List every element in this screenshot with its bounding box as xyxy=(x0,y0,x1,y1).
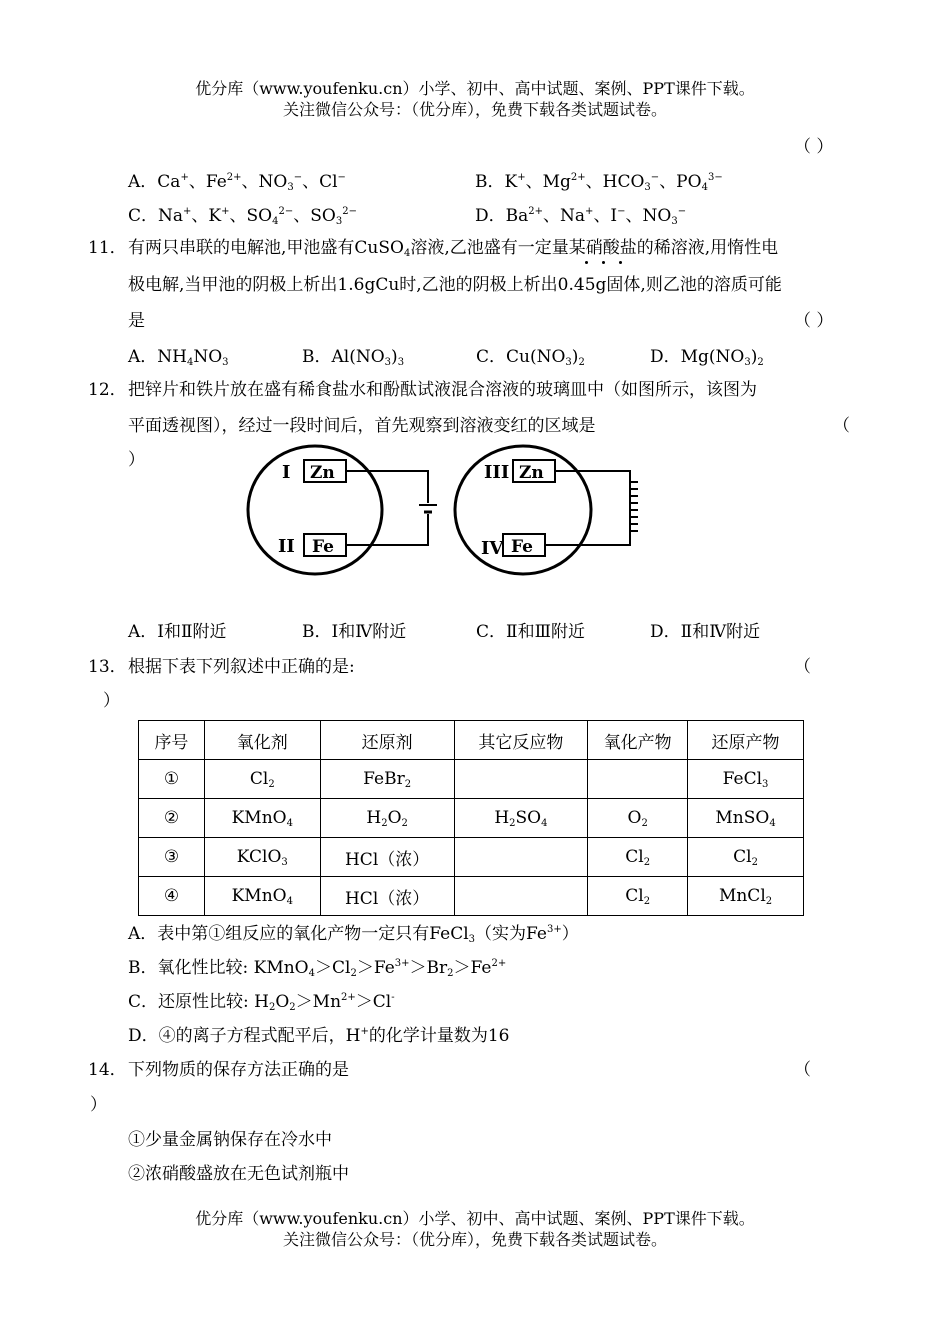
q11-option-d: D．$Mg(NO_3)_2$ xyxy=(650,347,764,368)
q11-line-2: 极电解,当甲池的阴极上析出1.6gCu时,乙池的阴极上析出0.45g固体,则乙池的溶质可能 xyxy=(128,275,782,295)
q14-item-2: ②浓硝酸盛放在无色试剂瓶中 xyxy=(128,1164,349,1184)
table-cell xyxy=(588,760,688,799)
q13-option-c: C．还原性比较: $H_2O_2>Mn^{2+}>Cl^-$ xyxy=(128,992,395,1013)
table-cell: MnSO$_4$ xyxy=(688,799,804,838)
q11-option-c: C．$Cu(NO_3)_2$ xyxy=(476,347,585,368)
fe-label-left: Fe xyxy=(312,537,334,557)
q12-bracket-open: （ xyxy=(833,416,850,436)
header-line-1: 优分库（www.youfenku.cn）小学、初中、高中试题、案例、PPT课件下载。 xyxy=(195,79,755,98)
wire-right-top xyxy=(555,471,630,480)
label-II: II xyxy=(278,536,295,557)
emphasis-dot xyxy=(585,261,588,264)
table-header: 其它反应物 xyxy=(454,721,588,760)
wire-left-top xyxy=(346,471,428,503)
table-row xyxy=(139,760,804,799)
table-cell xyxy=(454,877,588,916)
q11-line-3: 是 xyxy=(128,311,145,331)
table-header: 序号 xyxy=(139,721,205,760)
wire-left-bottom xyxy=(346,514,428,545)
table-header: 还原产物 xyxy=(688,721,804,760)
table-cell: ① xyxy=(139,760,205,799)
table-cell: ② xyxy=(139,799,205,838)
q11-line-1: 有两只串联的电解池,甲池盛有CuSO$_4$溶液,乙池盛有一定量某硝酸盐的稀溶液,用惰性电 xyxy=(128,238,779,259)
table-header: 还原剂 xyxy=(320,721,454,760)
table-header-row xyxy=(139,721,804,760)
table-row xyxy=(139,838,804,877)
reaction-table xyxy=(138,720,804,916)
q10-option-c: C．Na+、K+、$SO_4^{2-}$、$SO_3^{2-}$ xyxy=(128,206,357,227)
table-cell: $H_2O_2$ xyxy=(320,799,454,838)
q13-option-a: A．表中第①组反应的氧化产物一定只有FeCl$_3$（实为$Fe^{3+}$） xyxy=(128,924,579,945)
q12-line-2: 平面透视图），经过一段时间后，首先观察到溶液变红的区域是 xyxy=(128,416,596,436)
table-row xyxy=(139,877,804,916)
q12-bracket-close: ） xyxy=(128,450,145,470)
table-cell xyxy=(454,760,588,799)
table-cell: KClO$_3$ xyxy=(204,838,320,877)
q11-option-b: B．$Al(NO_3)_3$ xyxy=(302,347,405,368)
header-line-2: 关注微信公众号：（优分库），免费下载各类试题试卷。 xyxy=(282,100,667,119)
table-cell: $Cl_2$ xyxy=(588,877,688,916)
table-cell xyxy=(454,838,588,877)
q12-number: 12． xyxy=(88,380,127,400)
label-III: III xyxy=(484,462,510,483)
q14-number: 14． xyxy=(88,1060,127,1080)
q13-option-d: D．④的离子方程式配平后，H+的化学计量数为16 xyxy=(128,1026,510,1046)
q14-item-1: ①少量金属钠保存在冷水中 xyxy=(128,1130,332,1150)
table-cell: KMnO$_4$ xyxy=(204,877,320,916)
q13-bracket-close: ） xyxy=(103,691,120,711)
q13-line-1: 根据下表下列叙述中正确的是: xyxy=(128,657,355,677)
q14-line-1: 下列物质的保存方法正确的是 xyxy=(128,1060,349,1080)
table-cell: $Cl_2$ xyxy=(588,838,688,877)
table-cell: $H_2SO_4$ xyxy=(454,799,588,838)
q12-line-1: 把锌片和铁片放在盛有稀食盐水和酚酞试液混合溶液的玻璃皿中（如图所示，该图为 xyxy=(128,380,757,400)
zn-label-right: Zn xyxy=(519,463,544,483)
electrolysis-figure xyxy=(240,442,660,587)
wire-right-bottom xyxy=(545,536,630,545)
q13-option-b: B．氧化性比较: $KMnO_4>Cl_2>Fe^{3+}>Br_2>Fe^{2+}$ xyxy=(128,958,507,979)
emphasis-dot xyxy=(619,261,622,264)
table-cell: HCl（浓） xyxy=(320,838,454,877)
q12-option-c: C．Ⅱ和Ⅲ附近 xyxy=(476,622,585,642)
q11-bracket: （ ） xyxy=(794,311,834,331)
fe-label-right: Fe xyxy=(511,537,533,557)
q11-number: 11． xyxy=(88,238,127,258)
emphasis-dot xyxy=(602,261,605,264)
table-cell: FeBr$_2$ xyxy=(320,760,454,799)
q14-bracket-close: ） xyxy=(90,1095,107,1115)
q10-option-b: B．K+、$Mg^{2+}$、$HCO_3^-$、$PO_4^{3-}$ xyxy=(475,172,723,193)
table-cell: ④ xyxy=(139,877,205,916)
table-cell: $Cl_2$ xyxy=(688,838,804,877)
label-IV: IV xyxy=(481,538,504,559)
q10-option-d: D．$Ba^{2+}$、Na+、I−、$NO_3^-$ xyxy=(475,206,687,227)
table-header: 氧化产物 xyxy=(588,721,688,760)
table-cell: MnCl$_2$ xyxy=(688,877,804,916)
q10-option-a: A．Ca+、$Fe^{2+}$、$NO_3^-$、Cl− xyxy=(128,172,346,193)
q12-option-a: A．Ⅰ和Ⅱ附近 xyxy=(128,622,227,642)
q11-option-a: A．$NH_4NO_3$ xyxy=(128,347,229,368)
footer-line-1: 优分库（www.youfenku.cn）小学、初中、高中试题、案例、PPT课件下载。 xyxy=(195,1209,755,1228)
label-I: I xyxy=(282,462,291,483)
table-row xyxy=(139,799,804,838)
table-cell: HCl（浓） xyxy=(320,877,454,916)
q13-bracket-open: （ xyxy=(794,657,811,677)
table-cell: KMnO$_4$ xyxy=(204,799,320,838)
table-cell: $Cl_2$ xyxy=(204,760,320,799)
table-header: 氧化剂 xyxy=(204,721,320,760)
q12-option-d: D．Ⅱ和Ⅳ附近 xyxy=(650,622,761,642)
q13-number: 13． xyxy=(88,657,127,677)
table-cell: ③ xyxy=(139,838,205,877)
footer-line-2: 关注微信公众号：（优分库），免费下载各类试题试卷。 xyxy=(282,1230,667,1249)
q10-bracket: （ ） xyxy=(794,137,834,157)
q14-bracket-open: （ xyxy=(794,1060,811,1080)
zn-label-left: Zn xyxy=(310,463,335,483)
table-cell: $O_2$ xyxy=(588,799,688,838)
q12-option-b: B．Ⅰ和Ⅳ附近 xyxy=(302,622,407,642)
table-cell: FeCl$_3$ xyxy=(688,760,804,799)
